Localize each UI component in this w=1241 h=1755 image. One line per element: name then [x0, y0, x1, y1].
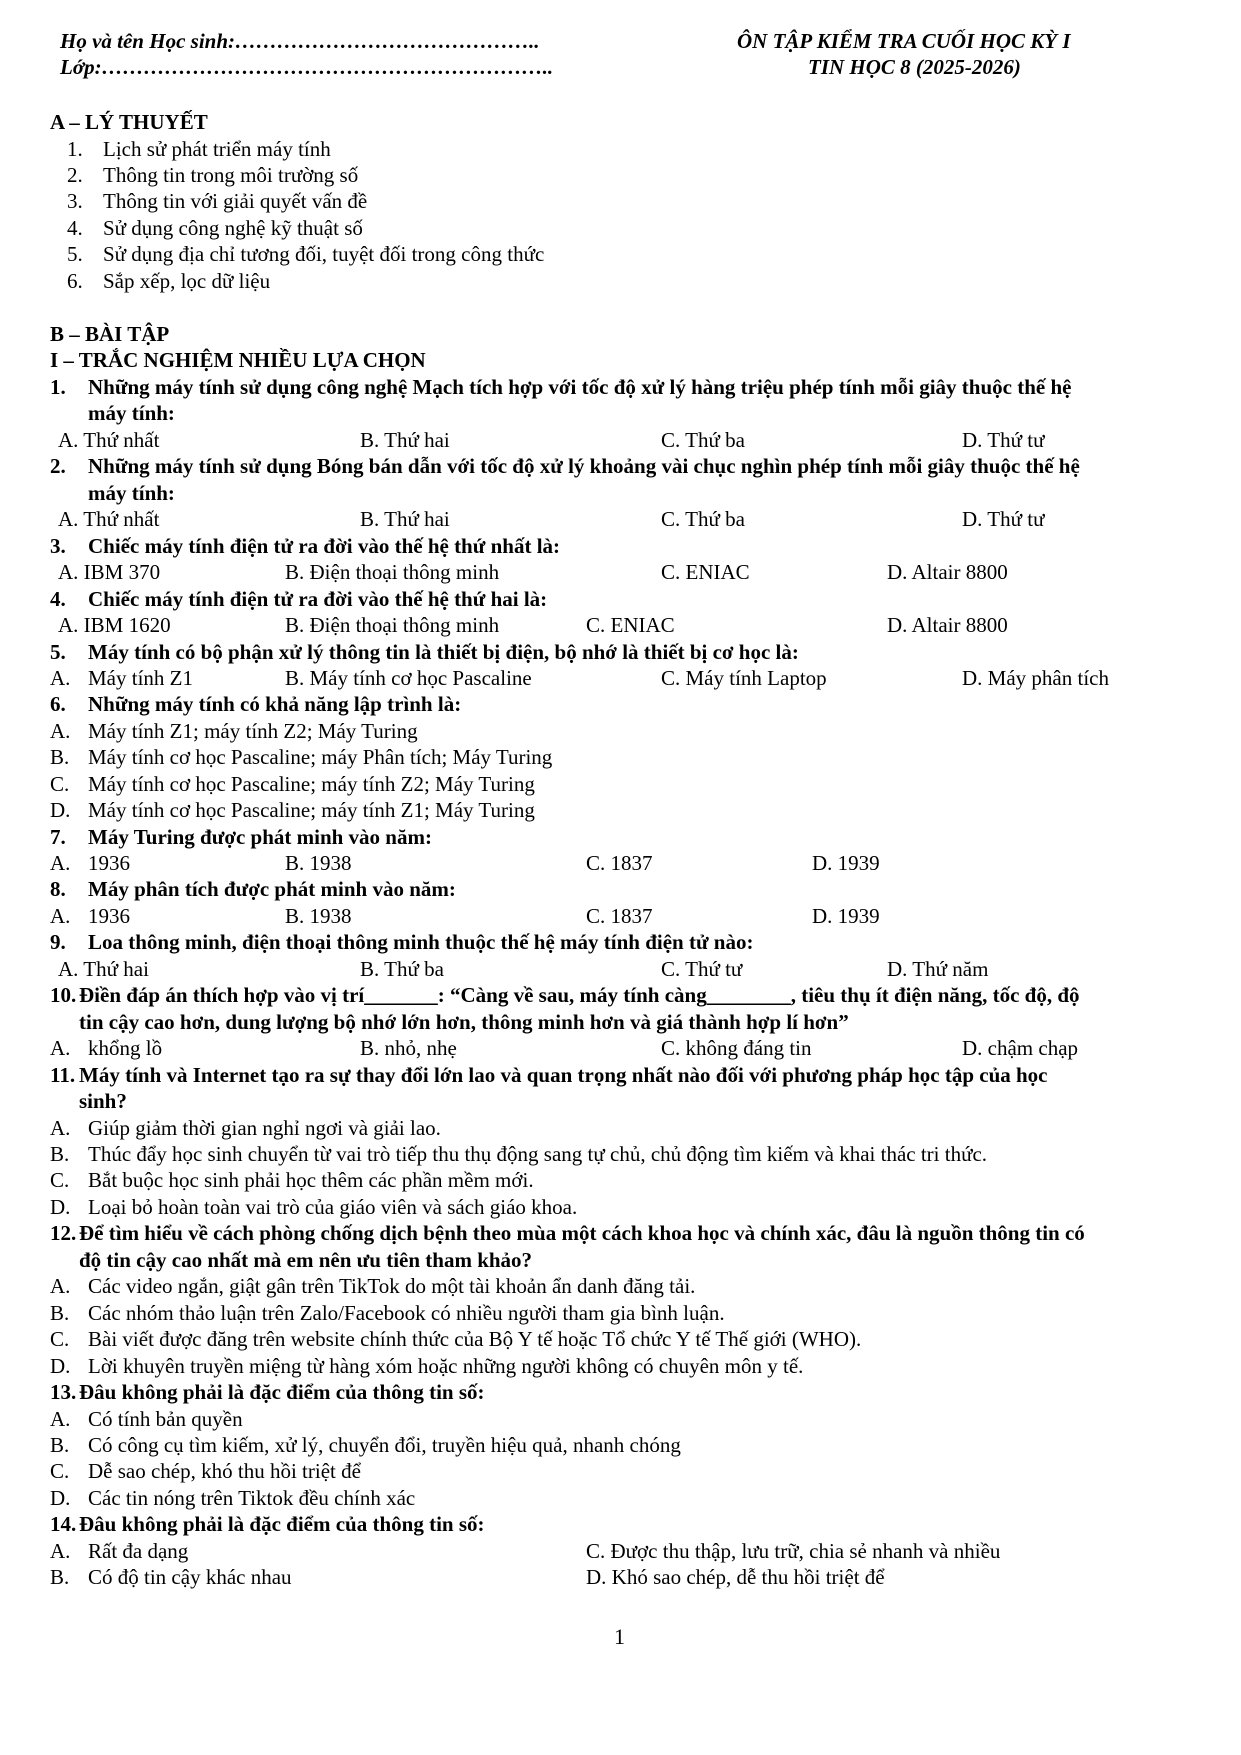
question-text: Loa thông minh, điện thoại thông minh thuộc thế hệ máy tính điện tử nào:: [88, 930, 754, 954]
question-text: Những máy tính có khả năng lập trình là:: [88, 692, 462, 716]
question-text: Máy tính và Internet tạo ra sự thay đổi lớn lao và quan trọng nhất nào đối với phương pháp học tập của học: [79, 1063, 1048, 1087]
question-text: Máy Turing được phát minh vào năm:: [88, 825, 432, 849]
option-a: Các video ngắn, giật gân trên TikTok do một tài khoản ẩn danh đăng tải.: [88, 1274, 696, 1298]
subject-line: TIN HỌC 8 (2025-2026): [808, 55, 1021, 79]
question-text: Máy phân tích được phát minh vào năm:: [88, 877, 456, 901]
question-number: 5.: [50, 640, 66, 664]
option-b: B. Thứ ba: [360, 957, 444, 981]
question-number: 6.: [50, 692, 66, 716]
question-text: Đâu không phải là đặc điểm của thông tin số:: [79, 1512, 485, 1536]
option-d: Lời khuyên truyền miệng từ hàng xóm hoặc những người không có chuyên môn y tế.: [88, 1354, 804, 1378]
option-d-letter: D.: [50, 1486, 71, 1510]
option-b: B. Thứ hai: [360, 428, 450, 452]
question-number: 4.: [50, 587, 66, 611]
theory-item: Sử dụng địa chỉ tương đối, tuyệt đối trong công thức: [103, 242, 545, 266]
theory-item: Lịch sử phát triển máy tính: [103, 137, 331, 161]
question-number: 2.: [50, 454, 66, 478]
option-b: Máy tính cơ học Pascaline; máy Phân tích; Máy Turing: [88, 745, 553, 769]
option-d: Các tin nóng trên Tiktok đều chính xác: [88, 1486, 416, 1510]
option-c: Máy tính cơ học Pascaline; máy tính Z2; Máy Turing: [88, 772, 535, 796]
option-a: Máy tính Z1: [88, 666, 193, 690]
option-d: D. Altair 8800: [887, 560, 1008, 584]
option-d: D. 1939: [812, 904, 880, 928]
option-a-letter: A.: [50, 1116, 71, 1140]
option-c-letter: C.: [50, 1168, 70, 1192]
question-text: Đâu không phải là đặc điểm của thông tin số:: [79, 1380, 485, 1404]
question-number: 1.: [50, 375, 66, 399]
option-d: Loại bỏ hoàn toàn vai trò của giáo viên và sách giáo khoa.: [88, 1195, 578, 1219]
question-number: 9.: [50, 930, 66, 954]
theory-item: Sắp xếp, lọc dữ liệu: [103, 269, 271, 293]
option-c: C. ENIAC: [661, 560, 750, 584]
question-number: 10.: [50, 983, 77, 1007]
theory-heading: A – LÝ THUYẾT: [50, 110, 208, 134]
option-a: 1936: [88, 851, 130, 875]
theory-item-number: 3.: [67, 189, 83, 213]
class-line: Lớp:………………………………………………………..: [60, 55, 554, 79]
option-c-letter: C.: [50, 1327, 70, 1351]
option-a: 1936: [88, 904, 130, 928]
question-text: Những máy tính sử dụng Bóng bán dẫn với tốc độ xử lý khoảng vài chục nghìn phép tính mỗi giây thuộc thế hệ: [88, 454, 1080, 478]
option-b: B. Điện thoại thông minh: [285, 560, 500, 584]
option-c: C. Được thu thập, lưu trữ, chia sẻ nhanh và nhiều: [586, 1539, 1001, 1563]
theory-item: Thông tin trong môi trường số: [103, 163, 359, 187]
option-d: D. 1939: [812, 851, 880, 875]
option-b: B. Thứ hai: [360, 507, 450, 531]
option-b: B. nhỏ, nhẹ: [360, 1036, 457, 1060]
option-a-letter: A.: [50, 666, 71, 690]
question-text: Để tìm hiểu về cách phòng chống dịch bệnh theo mùa một cách khoa học và chính xác, đâu là nguồn thông tin có: [79, 1221, 1085, 1245]
question-text-cont: máy tính:: [88, 401, 175, 425]
option-b-letter: B.: [50, 1301, 70, 1325]
question-number: 14.: [50, 1512, 77, 1536]
question-number: 13.: [50, 1380, 77, 1404]
option-d-letter: D.: [50, 798, 71, 822]
theory-item-number: 1.: [67, 137, 83, 161]
question-text: Chiếc máy tính điện tử ra đời vào thế hệ thứ nhất là:: [88, 534, 561, 558]
multiple-choice-heading: I – TRẮC NGHIỆM NHIỀU LỰA CHỌN: [50, 348, 426, 372]
theory-item-number: 4.: [67, 216, 83, 240]
option-a: A. Thứ hai: [58, 957, 149, 981]
option-a-letter: A.: [50, 719, 71, 743]
option-c-letter: C.: [50, 1459, 70, 1483]
option-a: Giúp giảm thời gian nghỉ ngơi và giải lao.: [88, 1116, 441, 1140]
option-d: D. Altair 8800: [887, 613, 1008, 637]
question-number: 11.: [50, 1063, 76, 1087]
option-a: Rất đa dạng: [88, 1539, 189, 1563]
option-c-letter: C.: [50, 772, 70, 796]
option-c: C. 1837: [586, 904, 653, 928]
question-text: Chiếc máy tính điện tử ra đời vào thế hệ thứ hai là:: [88, 587, 548, 611]
option-c: C. Thứ ba: [661, 507, 745, 531]
option-d: D. Thứ năm: [887, 957, 989, 981]
option-b: Thúc đẩy học sinh chuyển từ vai trò tiếp thu thụ động sang tự chủ, chủ động tìm kiếm và khai thác tri thức.: [88, 1142, 988, 1166]
option-c: Bắt buộc học sinh phải học thêm các phần mềm mới.: [88, 1168, 534, 1192]
option-b: B. Máy tính cơ học Pascaline: [285, 666, 532, 690]
theory-item: Thông tin với giải quyết vấn đề: [103, 189, 368, 213]
option-a: khổng lồ: [88, 1036, 163, 1060]
question-number: 12.: [50, 1221, 77, 1245]
option-d: D. chậm chạp: [962, 1036, 1079, 1060]
option-b: Các nhóm thảo luận trên Zalo/Facebook có nhiều người tham gia bình luận.: [88, 1301, 725, 1325]
option-a-letter: A.: [50, 851, 71, 875]
option-a: A. Thứ nhất: [58, 507, 160, 531]
option-d: D. Thứ tư: [962, 428, 1045, 452]
theory-item-number: 5.: [67, 242, 83, 266]
question-text: Những máy tính sử dụng công nghệ Mạch tích hợp với tốc độ xử lý hàng triệu phép tính mỗi giây thuộc thế hệ: [88, 375, 1072, 399]
question-number: 8.: [50, 877, 66, 901]
option-a: Có tính bản quyền: [88, 1407, 243, 1431]
option-b: B. Điện thoại thông minh: [285, 613, 500, 637]
option-c: Bài viết được đăng trên website chính thức của Bộ Y tế hoặc Tổ chức Y tế Thế giới (WHO).: [88, 1327, 862, 1351]
option-d: D. Khó sao chép, dễ thu hồi triệt để: [586, 1565, 885, 1589]
option-a: A. Thứ nhất: [58, 428, 160, 452]
option-c: Dễ sao chép, khó thu hồi triệt để: [88, 1459, 361, 1483]
option-b: Có công cụ tìm kiếm, xử lý, chuyển đổi, truyền hiệu quả, nhanh chóng: [88, 1433, 681, 1457]
option-b: B. 1938: [285, 851, 352, 875]
option-a: Máy tính Z1; máy tính Z2; Máy Turing: [88, 719, 418, 743]
option-c: C. 1837: [586, 851, 653, 875]
option-d-letter: D.: [50, 1195, 71, 1219]
question-text-cont: độ tin cậy cao nhất mà em nên ưu tiên tham khảo?: [79, 1248, 533, 1272]
option-c: C. Máy tính Laptop: [661, 666, 827, 690]
question-text: Máy tính có bộ phận xử lý thông tin là thiết bị điện, bộ nhớ là thiết bị cơ học là:: [88, 640, 799, 664]
option-c: C. không đáng tin: [661, 1036, 812, 1060]
theory-item-number: 2.: [67, 163, 83, 187]
question-text-cont: máy tính:: [88, 481, 175, 505]
option-d-letter: D.: [50, 1354, 71, 1378]
option-b-letter: B.: [50, 1142, 70, 1166]
option-d: Máy tính cơ học Pascaline; máy tính Z1; Máy Turing: [88, 798, 535, 822]
option-c: C. Thứ tư: [661, 957, 743, 981]
option-c: C. ENIAC: [586, 613, 675, 637]
option-a-letter: A.: [50, 1274, 71, 1298]
option-b: B. 1938: [285, 904, 352, 928]
theory-item: Sử dụng công nghệ kỹ thuật số: [103, 216, 363, 240]
exercises-heading: B – BÀI TẬP: [50, 322, 170, 346]
option-b-letter: B.: [50, 1565, 70, 1589]
option-d: D. Thứ tư: [962, 507, 1045, 531]
option-a: A. IBM 370: [58, 560, 161, 584]
option-b-letter: B.: [50, 745, 70, 769]
page-number: 1: [614, 1624, 625, 1649]
theory-item-number: 6.: [67, 269, 83, 293]
question-text-cont: sinh?: [79, 1089, 127, 1113]
option-a-letter: A.: [50, 904, 71, 928]
student-name-line: Họ và tên Học sinh:……………………………………..: [60, 29, 540, 53]
question-number: 3.: [50, 534, 66, 558]
option-a-letter: A.: [50, 1407, 71, 1431]
option-a-letter: A.: [50, 1539, 71, 1563]
question-number: 7.: [50, 825, 66, 849]
question-text: Điền đáp án thích hợp vào vị trí_______: “Càng về sau, máy tính càng________, tiêu thụ ít điện năng, tốc độ, độ: [79, 983, 1080, 1007]
question-text-cont: tin cậy cao hơn, dung lượng bộ nhớ lớn hơn, thông minh hơn và giá thành hợp lí hơn”: [79, 1010, 849, 1034]
option-b: Có độ tin cậy khác nhau: [88, 1565, 292, 1589]
option-b-letter: B.: [50, 1433, 70, 1457]
option-a-letter: A.: [50, 1036, 71, 1060]
option-c: C. Thứ ba: [661, 428, 745, 452]
exam-title: ÔN TẬP KIỂM TRA CUỐI HỌC KỲ I: [737, 29, 1071, 53]
option-d: D. Máy phân tích: [962, 666, 1109, 690]
option-a: A. IBM 1620: [58, 613, 171, 637]
